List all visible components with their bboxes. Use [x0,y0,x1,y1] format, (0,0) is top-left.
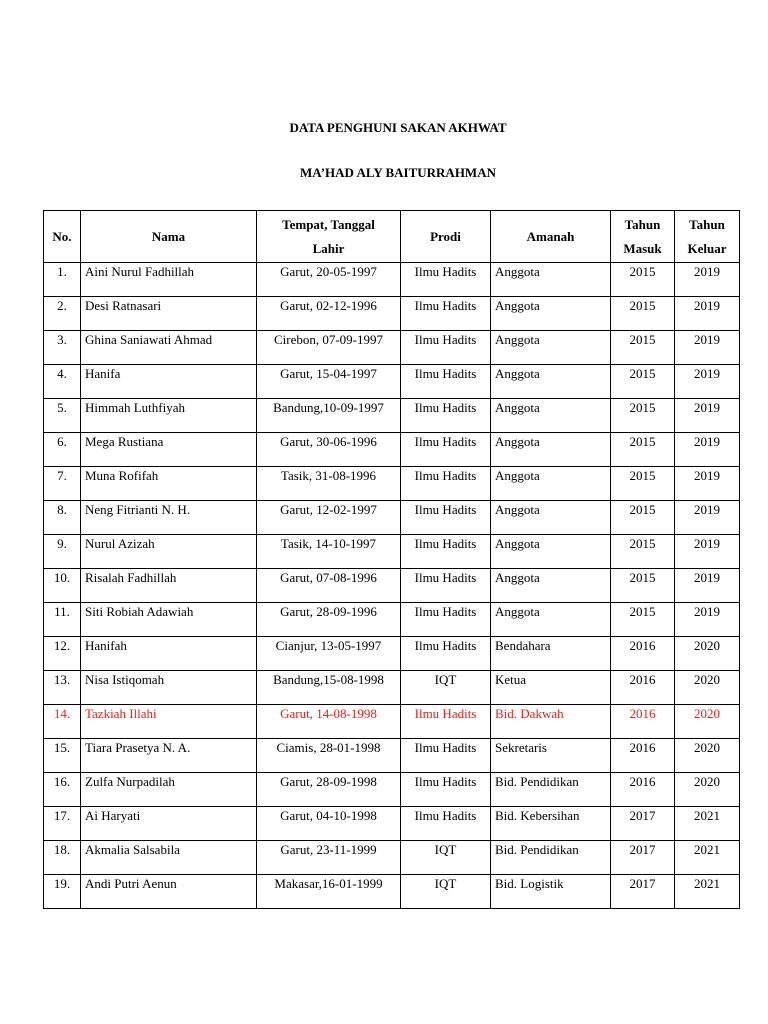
cell-tahun-masuk: 2015 [611,603,675,637]
cell-tahun-masuk: 2017 [611,807,675,841]
cell-prodi: Ilmu Hadits [401,569,491,603]
cell-tempat-tanggal-lahir: Garut, 20-05-1997 [257,263,401,297]
cell-prodi: IQT [401,671,491,705]
cell-prodi: Ilmu Hadits [401,433,491,467]
cell-nama: Neng Fitrianti N. H. [81,501,257,535]
cell-no: 10. [44,569,81,603]
cell-nama: Muna Rofifah [81,467,257,501]
cell-tempat-tanggal-lahir: Bandung,15-08-1998 [257,671,401,705]
cell-amanah: Anggota [491,501,611,535]
cell-no: 12. [44,637,81,671]
cell-tahun-masuk: 2015 [611,297,675,331]
cell-tempat-tanggal-lahir: Garut, 14-08-1998 [257,705,401,739]
cell-prodi: Ilmu Hadits [401,705,491,739]
cell-prodi: Ilmu Hadits [401,773,491,807]
cell-no: 3. [44,331,81,365]
cell-no: 4. [44,365,81,399]
cell-prodi: Ilmu Hadits [401,535,491,569]
cell-amanah: Anggota [491,399,611,433]
cell-amanah: Sekretaris [491,739,611,773]
header-no: No. [44,211,81,263]
table-row [44,705,740,739]
cell-prodi: Ilmu Hadits [401,603,491,637]
table-row [44,603,740,637]
cell-amanah: Anggota [491,365,611,399]
header-tahun-keluar [675,211,740,263]
table-row [44,875,740,909]
cell-tahun-keluar: 2019 [675,365,740,399]
cell-tahun-masuk: 2016 [611,773,675,807]
cell-nama: Himmah Luthfiyah [81,399,257,433]
cell-nama: Mega Rustiana [81,433,257,467]
cell-prodi: Ilmu Hadits [401,331,491,365]
cell-no: 1. [44,263,81,297]
cell-no: 2. [44,297,81,331]
cell-tahun-masuk: 2015 [611,467,675,501]
cell-nama: Aini Nurul Fadhillah [81,263,257,297]
cell-tahun-keluar: 2019 [675,331,740,365]
cell-no: 8. [44,501,81,535]
cell-tahun-keluar: 2019 [675,569,740,603]
cell-tahun-keluar: 2019 [675,467,740,501]
cell-no: 17. [44,807,81,841]
cell-tempat-tanggal-lahir: Bandung,10-09-1997 [257,399,401,433]
header-lahir-line2: Lahir [312,240,345,256]
cell-tempat-tanggal-lahir: Cianjur, 13-05-1997 [257,637,401,671]
cell-prodi: IQT [401,875,491,909]
header-tahun-masuk [611,211,675,263]
table-row [44,433,740,467]
cell-prodi: Ilmu Hadits [401,467,491,501]
cell-tahun-keluar: 2020 [675,637,740,671]
cell-nama: Tiara Prasetya N. A. [81,739,257,773]
cell-amanah: Anggota [491,263,611,297]
cell-no: 9. [44,535,81,569]
cell-prodi: IQT [401,841,491,875]
cell-nama: Nisa Istiqomah [81,671,257,705]
table-row [44,841,740,875]
cell-tempat-tanggal-lahir: Garut, 28-09-1996 [257,603,401,637]
cell-nama: Hanifah [81,637,257,671]
cell-tahun-masuk: 2015 [611,365,675,399]
table-row [44,807,740,841]
cell-prodi: Ilmu Hadits [401,263,491,297]
cell-prodi: Ilmu Hadits [401,739,491,773]
cell-amanah: Ketua [491,671,611,705]
cell-nama: Akmalia Salsabila [81,841,257,875]
cell-tahun-keluar: 2021 [675,875,740,909]
cell-amanah: Anggota [491,433,611,467]
table-row [44,569,740,603]
cell-nama: Nurul Azizah [81,535,257,569]
cell-tahun-masuk: 2017 [611,875,675,909]
cell-nama: Siti Robiah Adawiah [81,603,257,637]
header-keluar-line1: Tahun [689,216,725,232]
table-row [44,297,740,331]
cell-tempat-tanggal-lahir: Garut, 15-04-1997 [257,365,401,399]
cell-nama: Risalah Fadhillah [81,569,257,603]
cell-no: 13. [44,671,81,705]
cell-tahun-masuk: 2015 [611,501,675,535]
cell-prodi: Ilmu Hadits [401,501,491,535]
cell-nama: Zulfa Nurpadilah [81,773,257,807]
cell-tahun-masuk: 2016 [611,705,675,739]
cell-tempat-tanggal-lahir: Cirebon, 07-09-1997 [257,331,401,365]
cell-nama: Desi Ratnasari [81,297,257,331]
cell-tahun-keluar: 2019 [675,433,740,467]
document-title: DATA PENGHUNI SAKAN AKHWAT [289,120,507,135]
table-header-row [44,211,740,263]
cell-tahun-keluar: 2020 [675,773,740,807]
cell-amanah: Anggota [491,569,611,603]
cell-prodi: Ilmu Hadits [401,399,491,433]
cell-tahun-keluar: 2020 [675,739,740,773]
cell-amanah: Bid. Pendidikan [491,773,611,807]
cell-tahun-keluar: 2019 [675,603,740,637]
cell-amanah: Anggota [491,603,611,637]
cell-tahun-masuk: 2015 [611,569,675,603]
table-row [44,263,740,297]
cell-no: 5. [44,399,81,433]
cell-tahun-masuk: 2015 [611,331,675,365]
cell-tahun-masuk: 2017 [611,841,675,875]
cell-tahun-keluar: 2020 [675,705,740,739]
cell-tahun-masuk: 2016 [611,671,675,705]
table-row [44,739,740,773]
header-nama: Nama [81,211,257,263]
cell-amanah: Anggota [491,297,611,331]
cell-no: 6. [44,433,81,467]
cell-no: 14. [44,705,81,739]
cell-tahun-keluar: 2019 [675,263,740,297]
table-row [44,399,740,433]
residents-table [43,210,740,909]
cell-tempat-tanggal-lahir: Garut, 02-12-1996 [257,297,401,331]
cell-tahun-keluar: 2021 [675,807,740,841]
cell-tahun-masuk: 2016 [611,739,675,773]
cell-tempat-tanggal-lahir: Garut, 28-09-1998 [257,773,401,807]
table-row [44,365,740,399]
table-row [44,331,740,365]
cell-tempat-tanggal-lahir: Tasik, 14-10-1997 [257,535,401,569]
cell-tempat-tanggal-lahir: Tasik, 31-08-1996 [257,467,401,501]
cell-prodi: Ilmu Hadits [401,297,491,331]
cell-amanah: Anggota [491,535,611,569]
cell-tahun-keluar: 2021 [675,841,740,875]
cell-tahun-keluar: 2020 [675,671,740,705]
cell-no: 16. [44,773,81,807]
cell-tempat-tanggal-lahir: Garut, 23-11-1999 [257,841,401,875]
cell-tahun-masuk: 2015 [611,263,675,297]
cell-prodi: Ilmu Hadits [401,637,491,671]
cell-tahun-masuk: 2015 [611,399,675,433]
cell-tempat-tanggal-lahir: Garut, 30-06-1996 [257,433,401,467]
cell-no: 15. [44,739,81,773]
cell-tahun-keluar: 2019 [675,535,740,569]
cell-tempat-tanggal-lahir: Garut, 04-10-1998 [257,807,401,841]
cell-tahun-masuk: 2015 [611,535,675,569]
cell-prodi: Ilmu Hadits [401,807,491,841]
header-lahir-line1: Tempat, Tanggal [282,216,375,232]
cell-nama: Hanifa [81,365,257,399]
table-row [44,671,740,705]
cell-nama: Ai Haryati [81,807,257,841]
cell-amanah: Anggota [491,331,611,365]
cell-no: 7. [44,467,81,501]
header-amanah: Amanah [491,211,611,263]
cell-tempat-tanggal-lahir: Garut, 12-02-1997 [257,501,401,535]
cell-prodi: Ilmu Hadits [401,365,491,399]
cell-amanah: Bid. Logistik [491,875,611,909]
header-tempat-tanggal-lahir [257,211,401,263]
table-row [44,467,740,501]
table-body [44,263,740,909]
header-keluar-line2: Keluar [687,240,727,256]
cell-no: 11. [44,603,81,637]
cell-no: 19. [44,875,81,909]
table-row [44,501,740,535]
cell-tahun-keluar: 2019 [675,399,740,433]
header-prodi: Prodi [401,211,491,263]
cell-tempat-tanggal-lahir: Ciamis, 28-01-1998 [257,739,401,773]
cell-amanah: Bid. Pendidikan [491,841,611,875]
document-subtitle: MA’HAD ALY BAITURRAHMAN [300,165,496,180]
cell-nama: Andi Putri Aenun [81,875,257,909]
cell-nama: Tazkiah Illahi [81,705,257,739]
table-row [44,535,740,569]
cell-no: 18. [44,841,81,875]
cell-tahun-keluar: 2019 [675,501,740,535]
cell-amanah: Bendahara [491,637,611,671]
header-masuk-line1: Tahun [624,216,661,232]
cell-amanah: Anggota [491,467,611,501]
cell-amanah: Bid. Kebersihan [491,807,611,841]
table-row [44,773,740,807]
header-masuk-line2: Masuk [623,240,662,256]
cell-tahun-keluar: 2019 [675,297,740,331]
cell-tempat-tanggal-lahir: Garut, 07-08-1996 [257,569,401,603]
cell-tahun-masuk: 2016 [611,637,675,671]
cell-amanah: Bid. Dakwah [491,705,611,739]
cell-nama: Ghina Saniawati Ahmad [81,331,257,365]
cell-tahun-masuk: 2015 [611,433,675,467]
table-row [44,637,740,671]
cell-tempat-tanggal-lahir: Makasar,16-01-1999 [257,875,401,909]
